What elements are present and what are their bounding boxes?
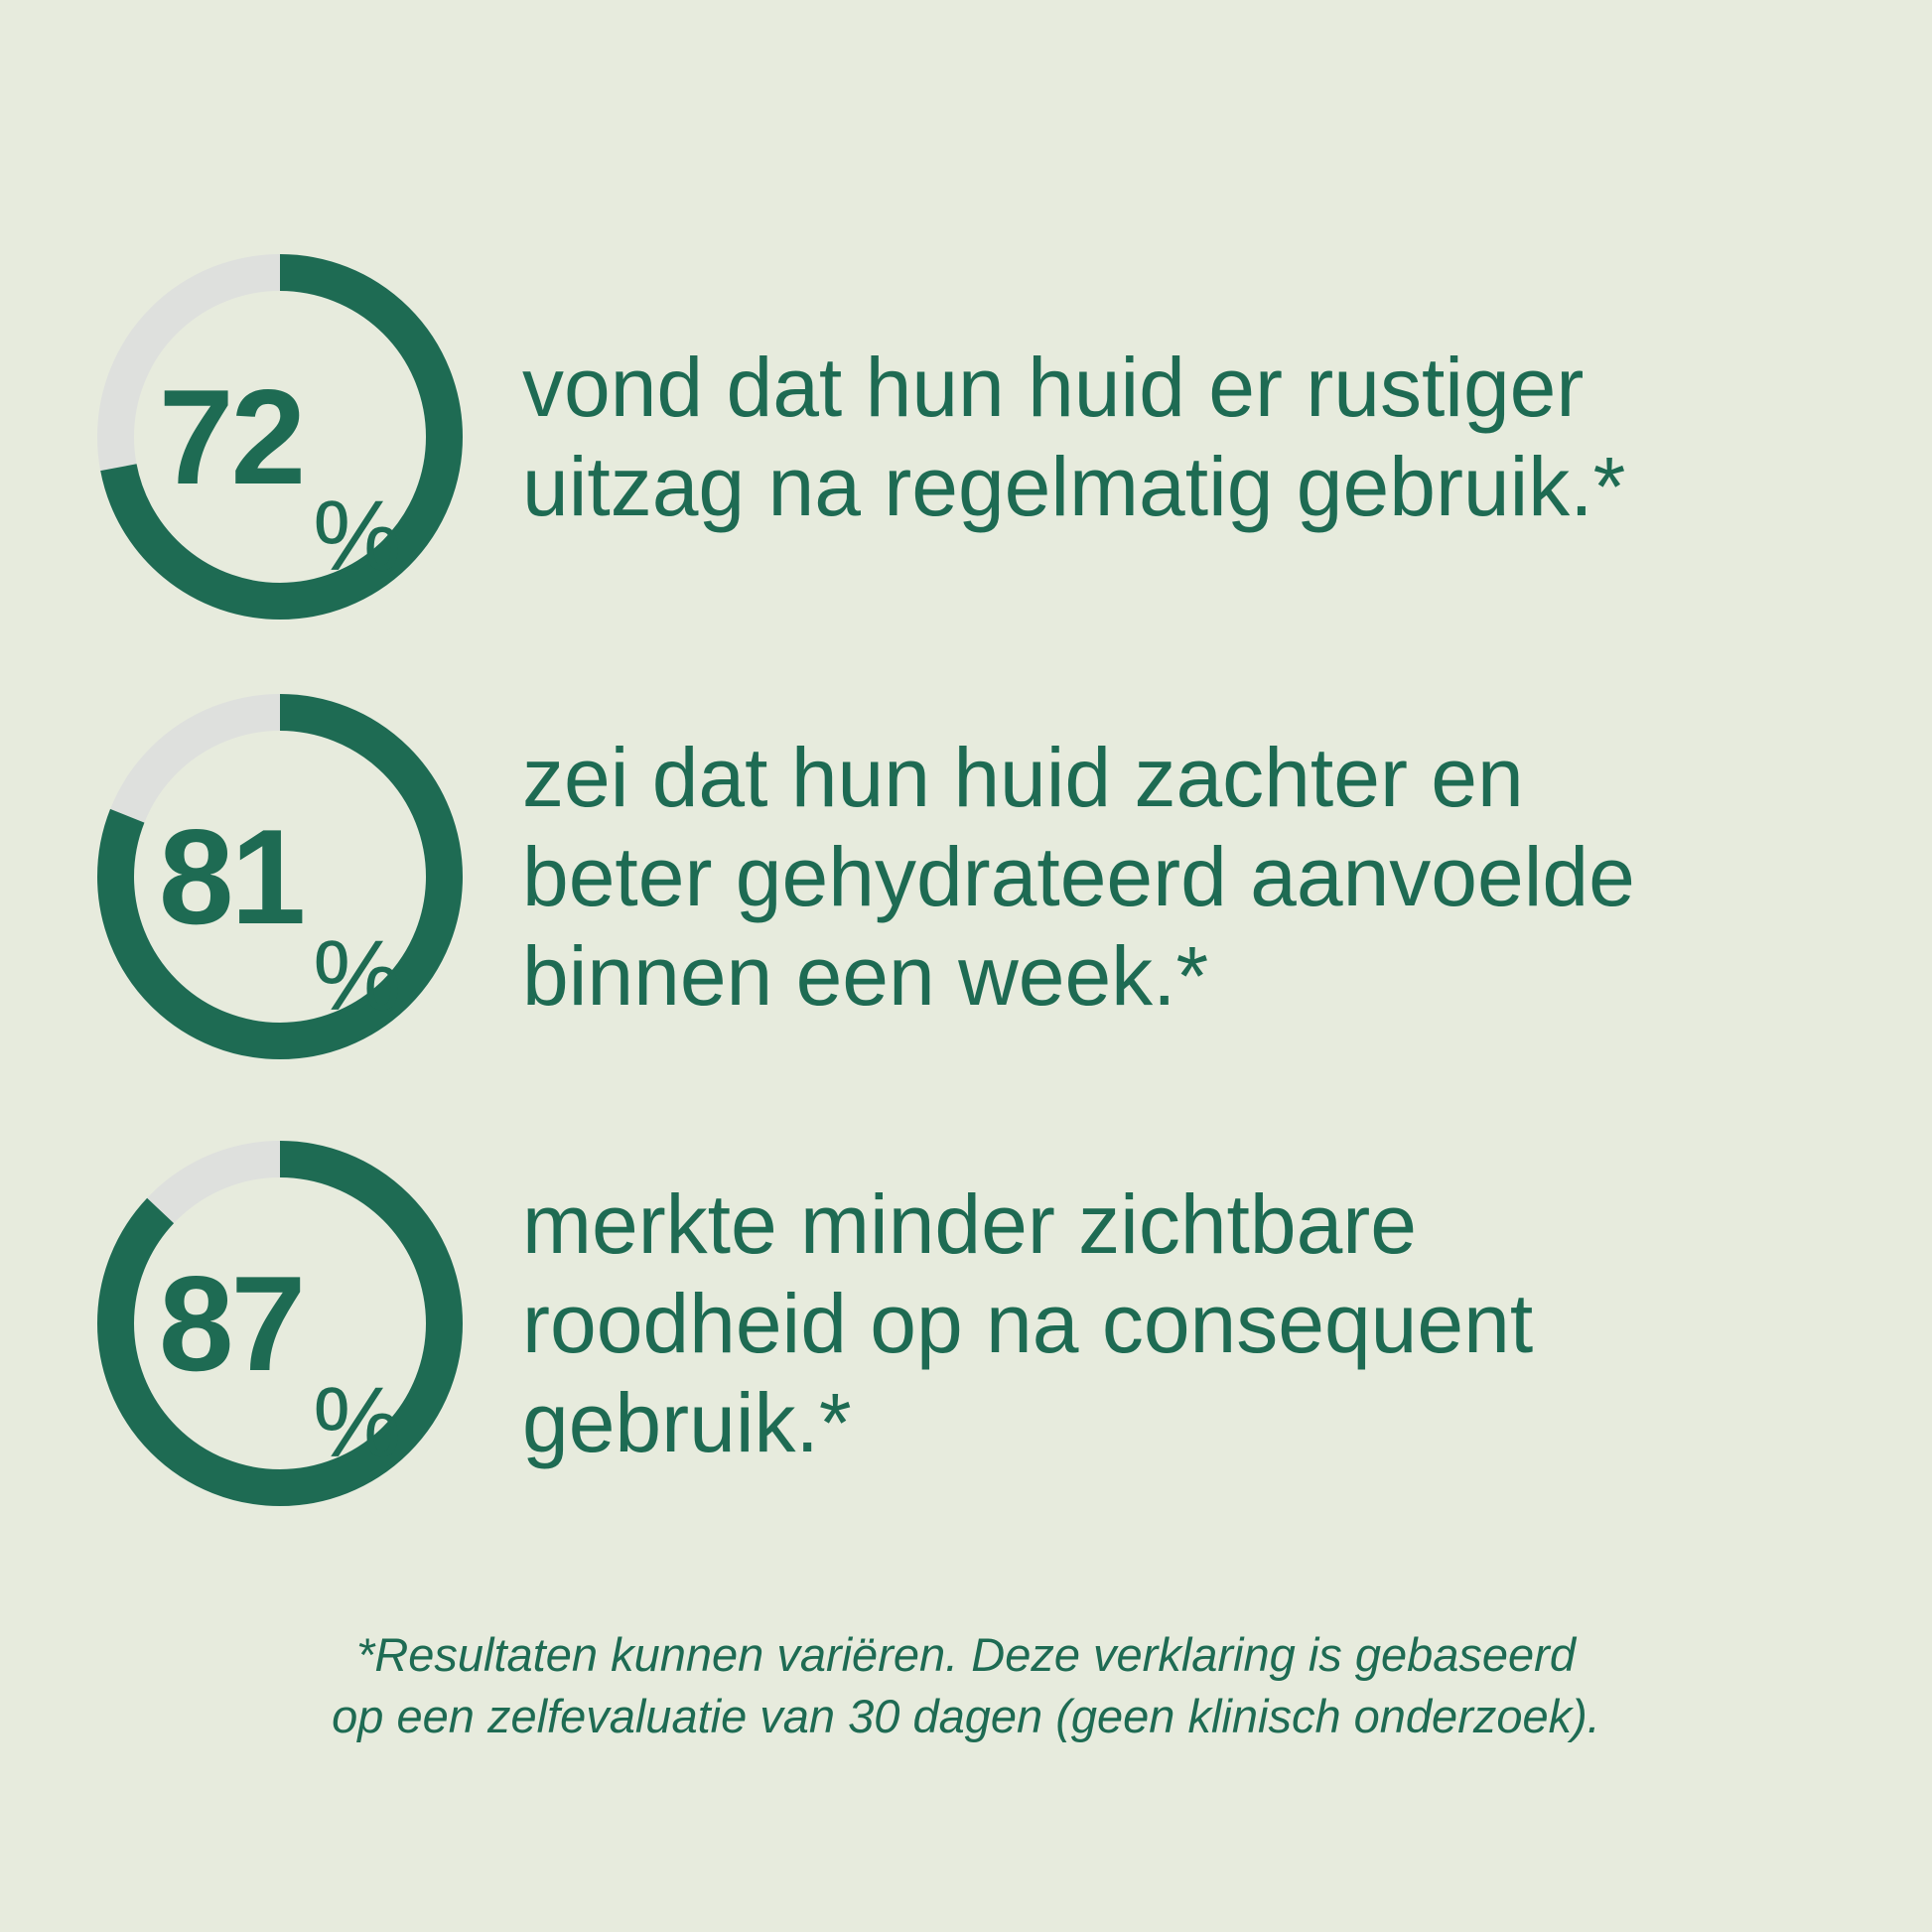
donut-87: [97, 1141, 463, 1506]
percent-sign: %: [313, 920, 402, 1032]
donut-label: [97, 694, 463, 1059]
stat-value: 87: [158, 1248, 304, 1399]
donut-label: [97, 1141, 463, 1506]
stat-caption: [522, 728, 1635, 1026]
stat-value: 72: [158, 361, 304, 512]
donut-label: [97, 254, 463, 620]
stat-row-72: [97, 254, 1625, 620]
stat-row-81: [97, 694, 1635, 1059]
stat-caption-line: merkte minder zichtbare: [522, 1177, 1417, 1271]
stat-caption: [522, 338, 1625, 536]
stat-caption: [522, 1174, 1533, 1472]
donut-72: [97, 254, 463, 620]
stat-row-87: [97, 1141, 1533, 1506]
footnote: [0, 1624, 1932, 1747]
stat-value: 81: [158, 801, 304, 952]
percent-sign: %: [313, 481, 402, 592]
footnote-line: *Resultaten kunnen variëren. Deze verklaring is gebaseerd: [356, 1628, 1576, 1681]
stat-caption-line: binnen een week.*: [522, 929, 1209, 1023]
stat-caption-line: zei dat hun huid zachter en: [522, 731, 1524, 824]
stat-caption-line: roodheid op na consequent: [522, 1277, 1534, 1370]
footnote-line: op een zelfevaluatie van 30 dagen (geen klinisch onderzoek).: [332, 1690, 1600, 1742]
percent-sign: %: [313, 1367, 402, 1478]
stat-caption-line: uitzag na regelmatig gebruik.*: [522, 440, 1626, 533]
stat-caption-line: beter gehydrateerd aanvoelde: [522, 830, 1635, 923]
donut-81: [97, 694, 463, 1059]
stat-caption-line: gebruik.*: [522, 1376, 852, 1469]
stat-caption-line: vond dat hun huid er rustiger: [522, 341, 1585, 434]
